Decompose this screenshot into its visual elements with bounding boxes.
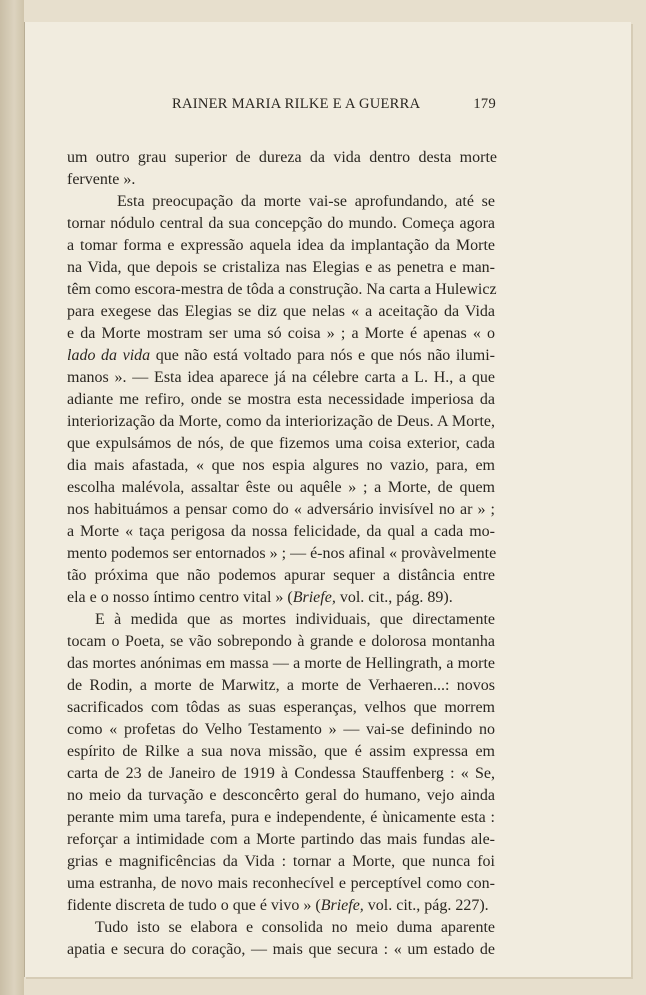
text-line: Tudo isto se elabora e consolida no meio duma aparente — [95, 919, 495, 936]
text-line: na Vida, que depois se cristaliza nas Elegias e as penetra e man- — [67, 259, 495, 276]
text-line: como « profetas do Velho Testamento » — vai-se definindo no — [67, 721, 495, 738]
text-line: manos ». — Esta idea aparece já na célebre carta a L. H., a que — [67, 369, 495, 386]
running-title: RAINER MARIA RILKE E A GUERRA — [172, 96, 421, 112]
text-line: ela e o nosso íntimo centro vital » (Briefe, vol. cit., pág. 89). — [67, 589, 453, 606]
text-line: de Rodin, a morte de Marwitz, a morte de Verhaeren...: novos — [67, 677, 495, 694]
text-line: tão próxima que não podemos apurar sequer a distância entre — [67, 567, 495, 584]
page-header — [148, 96, 508, 118]
text-line: dia mais afastada, « que nos espia algures no vazio, para, em — [67, 457, 495, 474]
text-line: escolha malévola, assaltar êste ou aquêle » ; a Morte, de quem — [67, 479, 495, 496]
page-number: 179 — [473, 96, 496, 112]
text-line: reforçar a intimidade com a Morte partindo das mais fundas ale- — [67, 831, 495, 848]
text-line: têm como escora-mestra de tôda a construção. Na carta a Hulewicz — [67, 281, 497, 298]
text-line: que expulsámos de nós, de que fizemos uma coisa exterior, cada — [67, 435, 495, 452]
text-line: apatia e secura do coração, — mais que secura : « um estado de — [67, 941, 495, 958]
text-line: interiorização da Morte, como da interiorização de Deus. A Morte, — [67, 413, 495, 430]
book-gutter — [0, 0, 24, 995]
text-line: a tomar forma e expressão aquela idea da implantação da Morte — [67, 237, 495, 254]
text-line: mento podemos ser entornados » ; — é-nos afinal « provàvelmente — [67, 545, 497, 562]
text-line: no meio da turvação e desconcêrto geral do humano, vejo ainda — [67, 787, 495, 804]
text-line: espírito de Rilke a sua nova missão, que é assim expressa em — [67, 743, 495, 760]
text-line: grias e magnificências da Vida : tornar a Morte, que nunca foi — [67, 853, 495, 870]
text-line: lado da vida que não está voltado para nós e que nós não ilumi- — [67, 347, 495, 364]
text-line: carta de 23 de Janeiro de 1919 à Condessa Stauffenberg : « Se, — [67, 765, 495, 782]
text-line: Esta preocupação da morte vai-se aprofundando, até se — [117, 193, 495, 210]
text-line: E à medida que as mortes individuais, que directamente — [95, 611, 495, 628]
text-line: tocam o Poeta, se vão sobrepondo à grande e dolorosa montanha — [67, 633, 495, 650]
text-line: um outro grau superior de dureza da vida dentro desta morte — [67, 149, 497, 166]
text-line: e da Morte mostram ser uma só coisa » ; a Morte é apenas « o — [67, 325, 495, 342]
text-line: fidente discreta de tudo o que é vivo » (Briefe, vol. cit., pág. 227). — [67, 897, 489, 914]
text-line: uma estranha, de novo mais reconhecível e perceptível como con- — [67, 875, 495, 892]
text-line: sacrificados com tôdas as suas esperanças, velhos que morrem — [67, 699, 495, 716]
text-line: adiante me refiro, onde se mostra esta necessidade imperiosa da — [67, 391, 495, 408]
text-line: para exegese das Elegias se diz que nelas « a aceitação da Vida — [67, 303, 495, 320]
text-line: nos habituámos a pensar como do « adversário invisível no ar » ; — [67, 501, 495, 518]
text-line: das mortes anónimas em massa — a morte de Hellingrath, a morte — [67, 655, 495, 672]
text-line: perante mim uma tarefa, pura e independente, é ùnicamente esta : — [67, 809, 495, 826]
text-line: fervente ». — [67, 171, 136, 188]
text-line: a Morte « taça perigosa da nossa felicidade, da qual a cada mo- — [67, 523, 495, 540]
text-line: tornar nódulo central da sua concepção do mundo. Começa agora — [67, 215, 495, 232]
